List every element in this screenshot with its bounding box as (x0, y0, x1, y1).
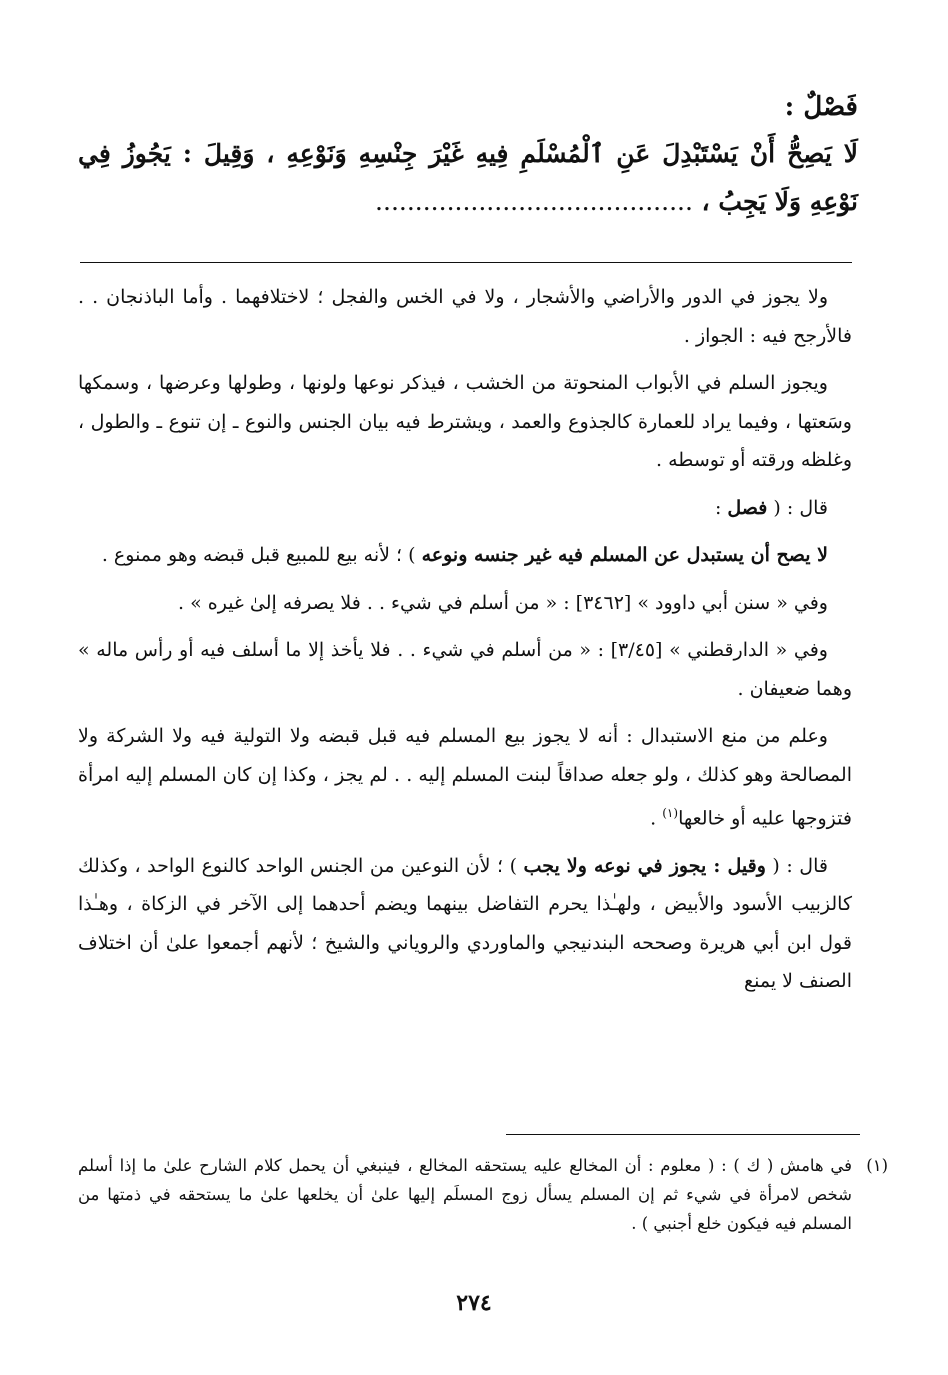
commentary-paragraph (78, 536, 852, 575)
quoted-matn: لا يصح أن يستبدل عن المسلم فيه غير جنسه ونوعه (421, 544, 828, 566)
matn-sentence: لَا يَصِحُّ أَنْ يَسْتَبْدِلَ عَنِ ٱلْمُسْلَمِ فِيهِ غَيْرَ جِنْسِهِ وَنَوْعِهِ ، وَقِيلَ : يَجُوزُ فِي نَوْعِهِ وَلَا يَجِبُ ، (78, 139, 858, 216)
footnote-text: في هامش ( ك ) : ( معلوم : أن المخالع عليه يستحقه المخالع ، فينبغي أن يحمل كلام الشارح علىٰ ما إذا أسلم شخص لامرأة في شيء ثم إن المسلم يسأل زوج المسلَم إليها علىٰ أن يخلعها علىٰ ما يستحقه في ذمتها من المسلم فيه فيكون خلع أجنبي ) . (78, 1156, 852, 1233)
commentary-text: ) ؛ لأن النوعين من الجنس الواحد كالنوع الواحد ، وكذلك كالزبيب الأسود والأبيض ، ولهـٰذا يحرم التفاضل بينهما ويضم أحدهما إلى الآخر في الزكاة ، وهـٰذا قول ابن أبي هريرة وصححه البندنيجي والماوردي والروياني والشيخ ؛ لأنهم أجمعوا علىٰ أن اختلاف الصنف لا يمنع (78, 854, 852, 993)
section-heading: فَصْلٌ : (784, 92, 858, 122)
commentary-paragraph: وفي « سنن أبي داوود » [٣٤٦٢] : « من أسلم في شيء . . فلا يصرفه إلىٰ غيره » . (178, 591, 828, 614)
footnote-reference[interactable]: (١) (662, 806, 679, 820)
quote-prefix: قال : ( (773, 496, 828, 519)
quote-prefix: قال : ( (772, 854, 828, 877)
page-number: ٢٧٤ (456, 1290, 492, 1316)
commentary-block (78, 278, 852, 1010)
commentary-paragraph: وفي « الدارقطني » [٣/٤٥] : « من أسلم في شيء . . فلا يأخذ إلا ما أسلف فيه أو رأس ماله » وهما ضعيفان . (78, 639, 852, 700)
commentary-text: وعلم من منع الاستبدال : أنه لا يجوز بيع المسلم فيه قبل قبضه ولا التولية فيه ولا الشركة ولا المصالحة وهو كذلك ، ولو جعله صداقاً لبنت المسلم إليه . . لم يجز ، وكذا إن كان المسلم إليه امرأة فتزوجها عليه أو خالعها (78, 725, 852, 830)
quote-suffix: : (714, 496, 722, 519)
commentary-paragraph: ويجوز السلم في الأبواب المنحوتة من الخشب ، فيذكر نوعها ولونها ، وطولها وعرضها ، وسمكها وسَعتها ، وفيما يراد للعمارة كالجذوع والعمد ، ويشترط فيه بيان الجنس والنوع ـ إن تنوع ـ والطول ، وغلظه ورقته أو توسطه . (78, 372, 852, 471)
footnote-separator-rule (506, 1134, 860, 1135)
commentary-text-end: . (650, 807, 663, 830)
commentary-paragraph (78, 847, 852, 1001)
quoted-matn: وقيل : يجوز في نوعه ولا يجب (523, 854, 766, 877)
commentary-paragraph: ولا يجوز في الدور والأراضي والأشجار ، ولا في الخس والفجل ؛ لاختلافهما . وأما الباذنجان . . فالأرجح فيه : الجواز . (78, 286, 852, 347)
commentary-paragraph (78, 489, 852, 528)
quoted-heading: فصل (727, 496, 768, 519)
commentary-text: ) ؛ لأنه بيع للمبيع قبل قبضه وهو ممنوع . (101, 544, 416, 566)
matn-dots: ........................................ (375, 187, 693, 216)
matn-separator-rule (80, 262, 852, 263)
commentary-paragraph (78, 717, 852, 838)
footnote-number: (١) (866, 1156, 888, 1175)
footnote (78, 1151, 888, 1238)
matn-text (78, 130, 858, 226)
matn-block (78, 84, 858, 226)
